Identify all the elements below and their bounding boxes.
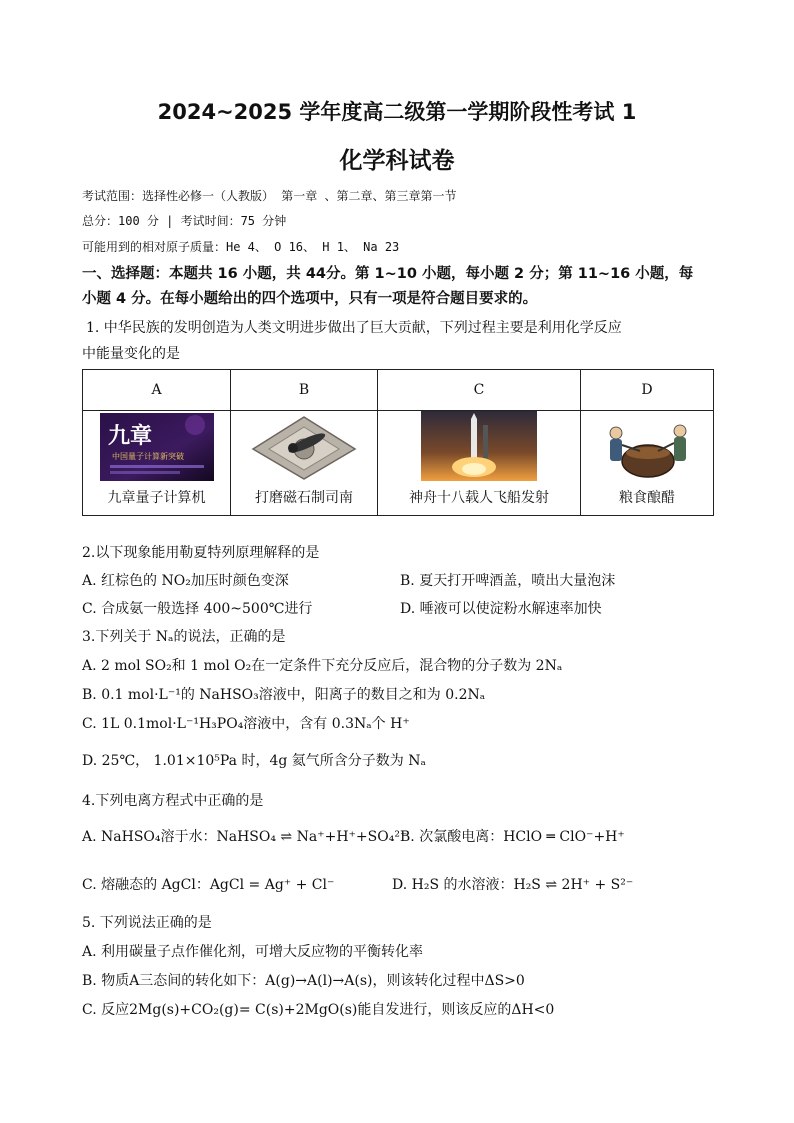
atomic-mass-info: 可能用到的相对原子质量：He 4、 O 16、 H 1、 Na 23: [82, 240, 400, 254]
q2-option-c: C. 合成氨一般选择 400~500℃进行: [82, 601, 313, 617]
q5-option-a: A. 利用碳量子点作催化剂，可增大反应物的平衡转化率: [82, 944, 424, 960]
q3-option-a: A. 2 mol SO₂和 1 mol O₂在一定条件下充分反应后，混合物的分子数为 2Nₐ: [82, 658, 563, 674]
q5-option-b: B. 物质A三态间的转化如下：A(g)→A(l)→A(s)，则该转化过程中ΔS>0: [82, 973, 525, 989]
option-header-b: B: [231, 370, 378, 411]
option-caption-c: 神舟十八载人飞船发射: [409, 490, 549, 506]
q2-option-a: A. 红棕色的 NO₂加压时颜色变深: [82, 573, 289, 589]
q5-option-c: C. 反应2Mg(s)+CO₂(g)= C(s)+2MgO(s)能自发进行，则该反应的ΔH<0: [82, 1002, 555, 1018]
q4-stem: 4.下列电离方程式中正确的是: [82, 793, 264, 809]
q2-option-b: B. 夏天打开啤酒盖，喷出大量泡沫: [400, 573, 616, 589]
option-cell-c: [378, 411, 581, 516]
section-heading: [82, 262, 722, 312]
q1-stem-line-1: 1. 中华民族的发明创造为人类文明进步做出了巨大贡献，下列过程主要是利用化学反应: [86, 320, 622, 336]
option-caption-b: 打磨磁石制司南: [255, 490, 353, 506]
rocket-launch-image: [421, 411, 537, 481]
option-cell-a: [83, 411, 231, 516]
exam-score-time: 总分：100 分 | 考试时间：75 分钟: [82, 214, 287, 228]
q3-option-b: B. 0.1 mol·L⁻¹的 NaHSO₃溶液中，阳离子的数目之和为 0.2Nₐ: [82, 687, 486, 703]
option-header-c: C: [378, 370, 581, 411]
q5-stem: 5. 下列说法正确的是: [82, 915, 212, 931]
q2-option-d: D. 唾液可以使淀粉水解速率加快: [400, 601, 602, 617]
q1-options-table: [82, 369, 714, 516]
q3-option-d: D. 25℃， 1.01×10⁵Pa 时，4g 氦气所含分子数为 Nₐ: [82, 753, 426, 769]
exam-scope: 考试范围：选择性必修一（人教版） 第一章 、第二章、第三章第一节: [82, 189, 457, 203]
option-caption-a: 九章量子计算机: [107, 490, 206, 506]
option-caption-d: 粮食酿醋: [619, 490, 675, 506]
q4-option-b: B. 次氯酸电离：HClO ═ ClO⁻+H⁺: [400, 829, 625, 845]
q3-stem: 3.下列关于 Nₐ的说法，正确的是: [82, 629, 286, 645]
q4-option-c: C. 熔融态的 AgCl：AgCl = Ag⁺ + Cl⁻: [82, 877, 335, 893]
q3-option-c: C. 1L 0.1mol·L⁻¹H₃PO₄溶液中，含有 0.3Nₐ个 H⁺: [82, 716, 410, 732]
q4-option-a: A. NaHSO₄溶于水：NaHSO₄ ⇌ Na⁺+H⁺+SO₄²⁻: [82, 829, 408, 845]
quantum-computer-image: [100, 413, 214, 481]
q1-stem-line-2: 中能量变化的是: [82, 346, 180, 362]
exam-title: 2024~2025 学年度高二级第一学期阶段性考试 1: [157, 100, 637, 124]
compass-sinan-image: [249, 413, 359, 481]
option-cell-b: [231, 411, 378, 516]
q4-option-d: D. H₂S 的水溶液：H₂S ⇌ 2H⁺ + S²⁻: [392, 877, 634, 893]
section-line-2: 小题 4 分。在每小题给出的四个选项中，只有一项是符合题目要求的。: [82, 291, 538, 307]
exam-subtitle: 化学科试卷: [339, 148, 455, 174]
section-line-1: 一、选择题：本题共 16 小题，共 44分。第 1~10 小题，每小题 2 分；第 11~16 小题，每: [82, 266, 694, 282]
quantum-title-text: 九章: [107, 424, 152, 449]
option-header-a: A: [83, 370, 231, 411]
vinegar-brewing-image: [598, 415, 696, 481]
option-cell-d: [581, 411, 714, 516]
option-header-d: D: [581, 370, 714, 411]
q2-stem: 2.以下现象能用勒夏特列原理解释的是: [82, 545, 320, 561]
quantum-subtitle-text: 中国量子计算新突破: [111, 452, 184, 461]
